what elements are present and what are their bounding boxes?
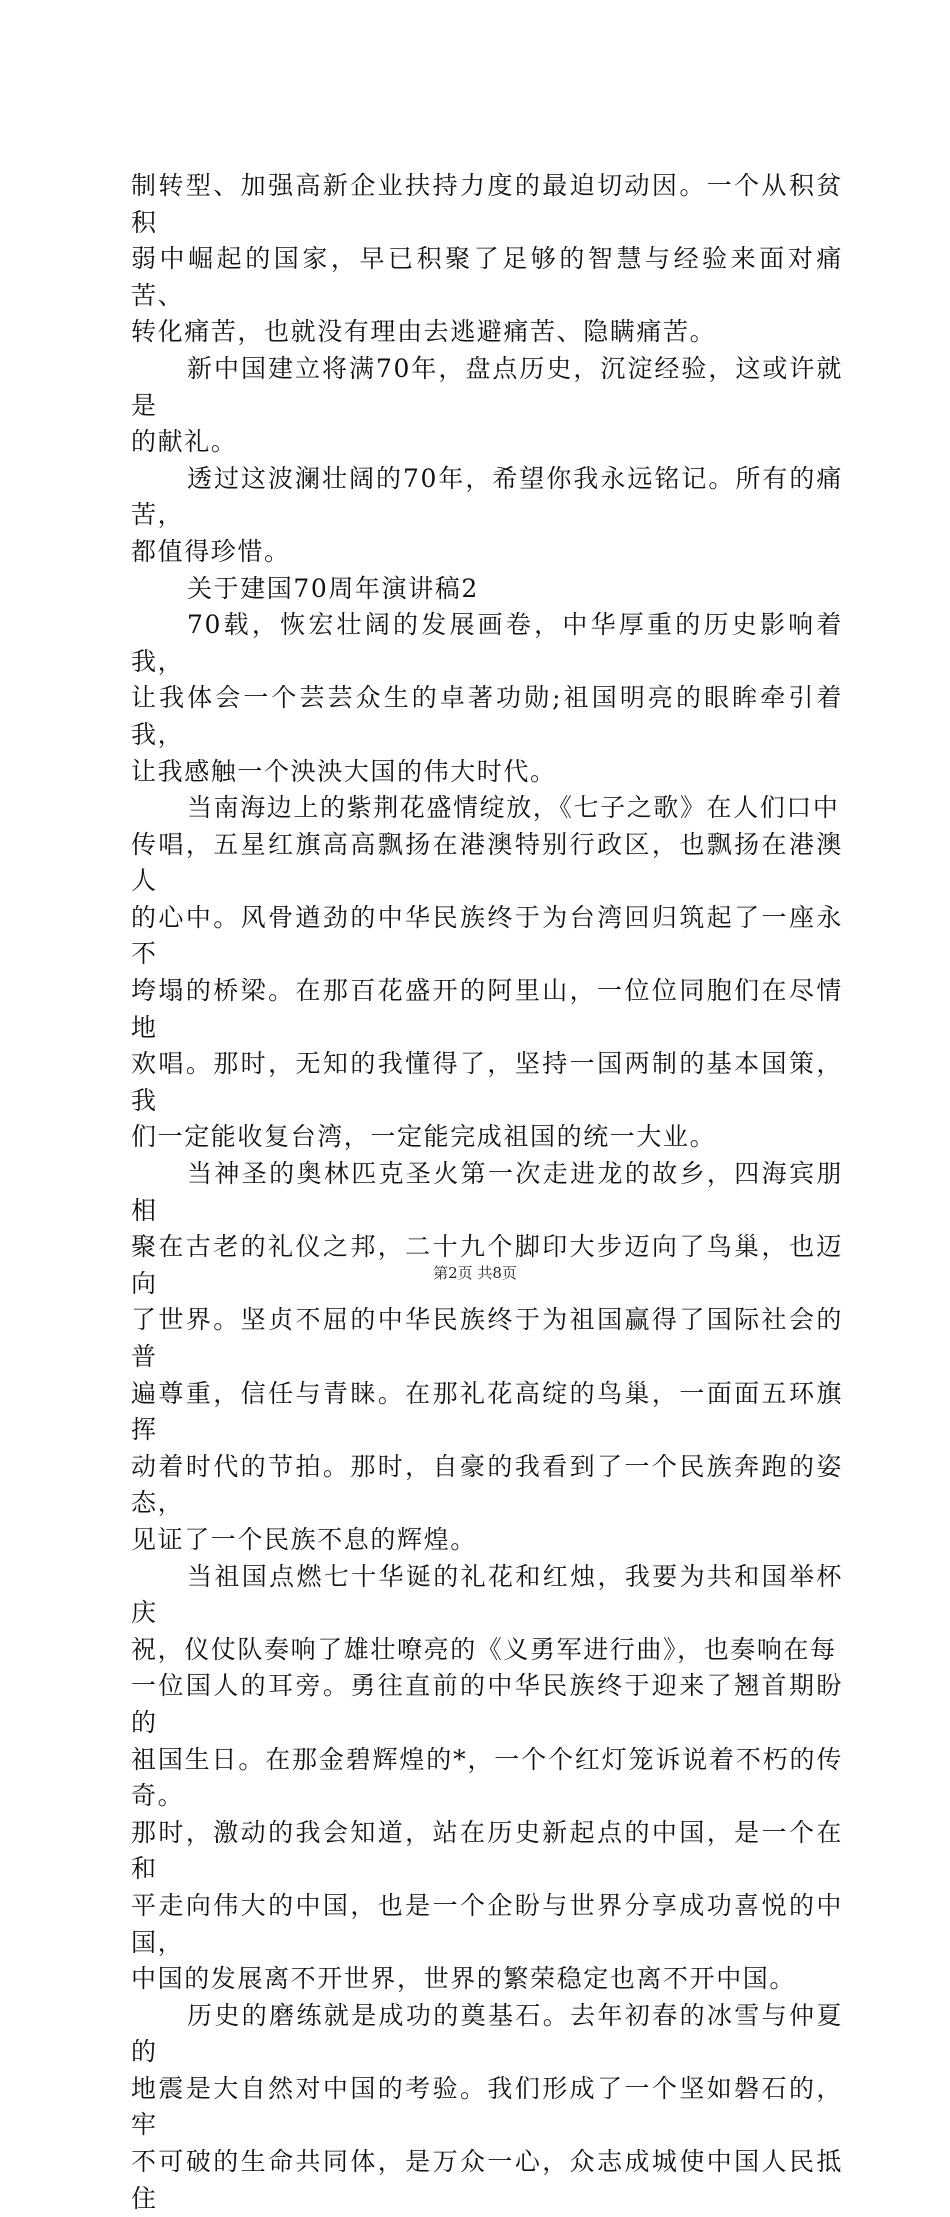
- paragraph-2: 新中国建立将满70年，盘点历史，沉淀经验，这或许就是 的献礼。: [131, 353, 843, 457]
- paragraph-5: 70载，恢宏壮阔的发展画卷，中华厚重的历史影响着我， 让我体会一个芸芸众生的卓著功勋;祖国明亮的眼眸牵引着我， 让我感触一个泱泱大国的伟大时代。: [131, 610, 843, 786]
- paragraph-7: 当神圣的奥林匹克圣火第一次走进龙的故乡，四海宾朋相 聚在古老的礼仪之邦，二十九个脚印大步迈向了鸟巢，也迈向 了世界。坚贞不屈的中华民族终于为祖国赢得了国际社会的普 遍尊重，信任与青睐。在那礼花高绽的鸟巢，一面面五环旗挥 动着时代的节拍。那时，自豪的我看到了一个民族奔跑的姿态， 见证了一个民族不息的辉煌。: [131, 1159, 843, 1554]
- paragraph-6: 当南海边上的紫荆花盛情绽放，《七子之歌》在人们口中 传唱，五星红旗高高飘扬在港澳特别行政区，也飘扬在港澳人 的心中。风骨遒劲的中华民族终于为台湾回归筑起了一座永不 垮塌的桥梁。在那百花盛开的阿里山，一位位同胞们在尽情地 欢唱。那时，无知的我懂得了，坚持一国两制的基本国策，我 们一定能收复台湾，一定能完成祖国的统一大业。: [131, 793, 843, 1152]
- paragraph-8: 当祖国点燃七十华诞的礼花和红烛，我要为共和国举杯庆 祝，仪仗队奏响了雄壮嘹亮的《义勇军进行曲》，也奏响在每 一位国人的耳旁。勇往直前的中华民族终于迎来了翘首期盼的 祖国生日。在那金碧辉煌的*，一个个红灯笼诉说着不朽的传奇。 那时，激动的我会知道，站在历史新起点的中国，是一个在和 平走向伟大的中国，也是一个企盼与世界分享成功喜悦的中国， 中国的发展离不开世界，世界的繁荣稳定也离不开中国。: [131, 1561, 843, 1994]
- paragraph-1: 制转型、加强高新企业扶持力度的最迫切动因。一个从积贫积 弱中崛起的国家，早已积聚了足够的智慧与经验来面对痛苦、 转化痛苦，也就没有理由去逃避痛苦、隐瞒痛苦。: [131, 171, 843, 347]
- page-footer: 第2页 共8页: [433, 1264, 517, 1282]
- paragraph-9: 历史的磨练就是成功的奠基石。去年初春的冰雪与仲夏的 地震是大自然对中国的考验。我们形成了一个坚如磐石的，牢 不可破的生命共同体，是万众一心，众志成城使中国人民抵住: [131, 2000, 843, 2213]
- section-heading: 关于建国70周年演讲稿2: [187, 573, 479, 603]
- paragraph-3: 透过这波澜壮阔的70年，希望你我永远铭记。所有的痛苦， 都值得珍惜。: [131, 463, 843, 566]
- document-body: [131, 168, 843, 2217]
